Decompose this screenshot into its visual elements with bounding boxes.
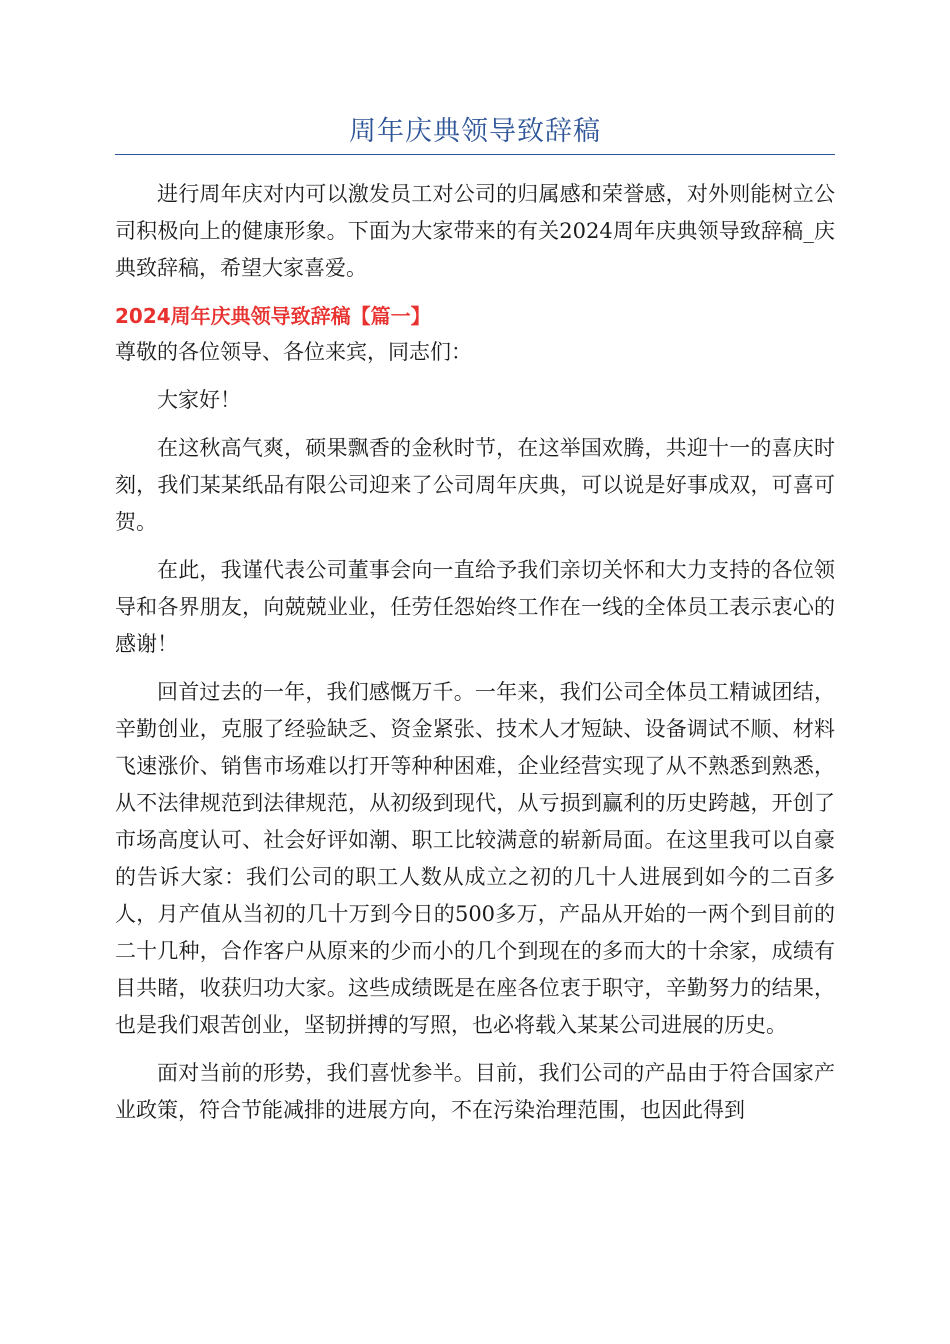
salutation: 尊敬的各位领导、各位来宾，同志们： [115,340,472,364]
paragraph-2: 在此，我谨代表公司董事会向一直给予我们亲切关怀和大力支持的各位领导和各界朋友，向兢兢业业，任劳任怨始终工作在一线的全体员工表示衷心的感谢！ [115,558,835,656]
title-underline [115,154,835,155]
intro-paragraph: 进行周年庆对内可以激发员工对公司的归属感和荣誉感，对外则能树立公司积极向上的健康形象。下面为大家带来的有关2024周年庆典领导致辞稿_庆典致辞稿，希望大家喜爱。 [115,182,835,280]
paragraph-4: 面对当前的形势，我们喜忧参半。目前，我们公司的产品由于符合国家产业政策，符合节能减排的进展方向，不在污染治理范围，也因此得到 [115,1061,835,1122]
document-body [115,176,835,1129]
section-heading: 2024周年庆典领导致辞稿【篇一】 [115,304,431,328]
greeting: 大家好！ [157,388,241,412]
document-title: 周年庆典领导致辞稿 [349,116,601,147]
paragraph-1: 在这秋高气爽，硕果飘香的金秋时节，在这举国欢腾，共迎十一的喜庆时刻，我们某某纸品有限公司迎来了公司周年庆典，可以说是好事成双，可喜可贺。 [115,436,835,534]
paragraph-3: 回首过去的一年，我们感慨万千。一年来，我们公司全体员工精诚团结，辛勤创业，克服了经验缺乏、资金紧张、技术人才短缺、设备调试不顺、材料飞速涨价、销售市场难以打开等种种困难，企业经营实现了从不熟悉到熟悉，从不法律规范到法律规范，从初级到现代，从亏损到赢利的历史跨越，开创了市场高度认可、社会好评如潮、职工比较满意的崭新局面。在这里我可以自豪的告诉大家：我们公司的职工人数从成立之初的几十人进展到如今的二百多人，月产值从当初的几十万到今日的500多万，产品从开始的一两个到目前的二十几种，合作客户从原来的少而小的几个到现在的多而大的十余家，成绩有目共睹，收获归功大家。这些成绩既是在座各位衷于职守，辛勤努力的结果，也是我们艰苦创业，坚韧拼搏的写照，也必将载入某某公司进展的历史。 [115,680,835,1037]
